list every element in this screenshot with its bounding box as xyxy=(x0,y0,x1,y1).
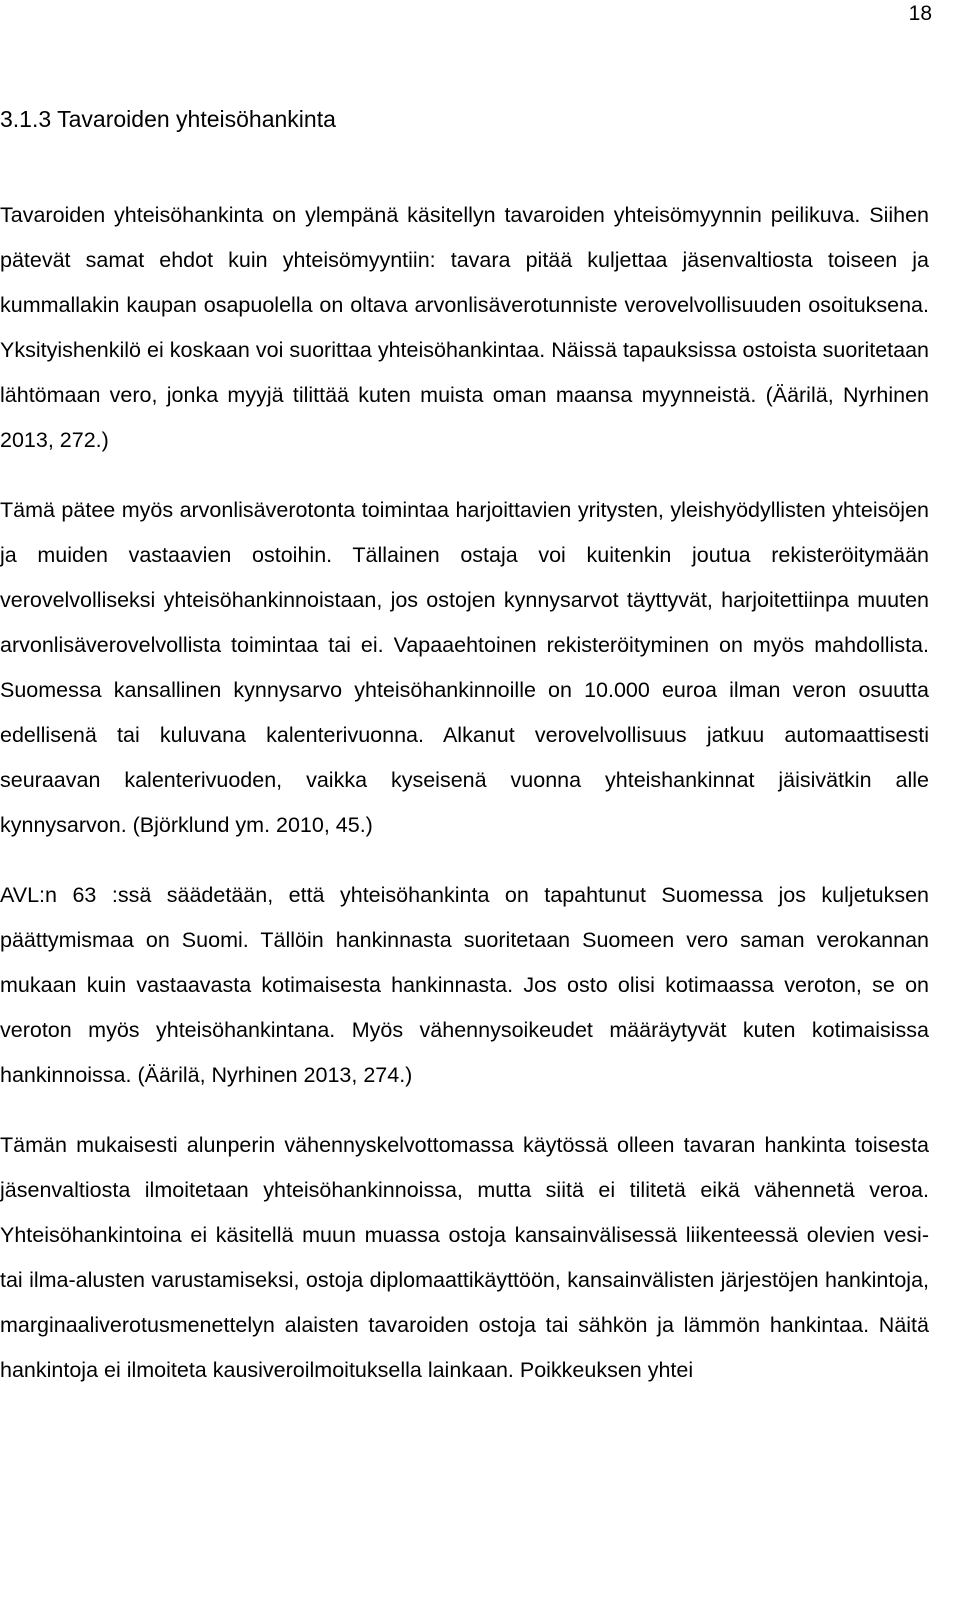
paragraph-3: AVL:n 63 :ssä säädetään, että yhteisöhankinta on tapahtunut Suomessa jos kuljetuksen päättymismaa on Suomi. Tällöin hankinnasta suoritetaan Suomeen vero saman verokannan mukaan kuin vastaavasta kotimaisesta hankinnasta. Jos osto olisi kotimaassa veroton, se on veroton myös yhteisöhankintana. Myös vähennysoikeudet määräytyvät kuten kotimaisissa hankinnoissa. (Äärilä, Nyrhinen 2013, 274.) xyxy=(0,883,929,1087)
section-heading: 3.1.3 Tavaroiden yhteisöhankinta xyxy=(0,106,336,132)
page-number: 18 xyxy=(908,2,932,25)
paragraph-4: Tämän mukaisesti alunperin vähennyskelvottomassa käytössä olleen tavaran hankinta toisesta jäsenvaltiosta ilmoitetaan yhteisöhankinnoissa, mutta siitä ei tilitetä eikä vähennetä veroa. Yhteisöhankintoina ei käsitellä muun muassa ostoja kansainvälisessä liikenteessä olevien vesi- tai ilma-alusten varustamiseksi, ostoja diplomaattikäyttöön, kansainvälisten järjestöjen hankintoja, marginaaliverotusmenettelyn alaisten tavaroiden ostoja tai sähkön ja lämmön hankintaa. Näitä hankintoja ei ilmoiteta kausiveroilmoituksella lainkaan. Poikkeuksen yhtei xyxy=(0,1133,929,1382)
body-text xyxy=(0,193,929,1393)
paragraph-2: Tämä pätee myös arvonlisäverotonta toimintaa harjoittavien yritysten, yleishyödyllisten yhteisöjen ja muiden vastaavien ostoihin. Tällainen ostaja voi kuitenkin joutua rekisteröitymään verovelvolliseksi yhteisöhankinnoistaan, jos ostojen kynnysarvot täyttyvät, harjoitettiinpa muuten arvonlisäverovelvollista toimintaa tai ei. Vapaaehtoinen rekisteröityminen on myös mahdollista. Suomessa kansallinen kynnysarvo yhteisöhankinnoille on 10.000 euroa ilman veron osuutta edellisenä tai kuluvana kalenterivuonna. Alkanut verovelvollisuus jatkuu automaattisesti seuraavan kalenterivuoden, vaikka kyseisenä vuonna yhteishankinnat jäisivätkin alle kynnysarvon. (Björklund ym. 2010, 45.) xyxy=(0,498,929,837)
paragraph-1: Tavaroiden yhteisöhankinta on ylempänä käsitellyn tavaroiden yhteisömyynnin peilikuva. Siihen pätevät samat ehdot kuin yhteisömyyntiin: tavara pitää kuljettaa jäsenvaltiosta toiseen ja kummallakin kaupan osapuolella on oltava arvonlisäverotunniste verovelvollisuuden osoituksena. Yksityishenkilö ei koskaan voi suorittaa yhteisöhankintaa. Näissä tapauksissa ostoista suoritetaan lähtömaan vero, jonka myyjä tilittää kuten muista oman maansa myynneistä. (Äärilä, Nyrhinen 2013, 272.) xyxy=(0,203,929,452)
